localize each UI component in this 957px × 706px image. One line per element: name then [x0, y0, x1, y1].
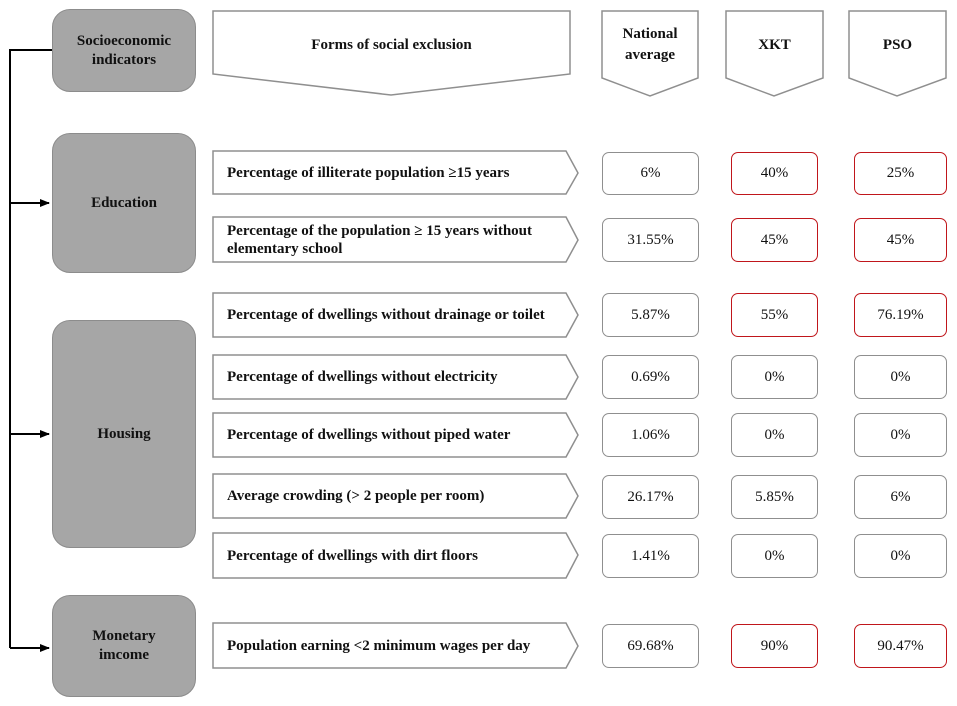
monetary-income-box: [52, 595, 196, 697]
housing-label: Housing: [97, 425, 151, 442]
forms-of-social-exclusion-header: Forms of social exclusion: [311, 36, 472, 53]
socioeconomic-indicators-label: Socioeconomic indicators: [76, 32, 172, 68]
pso-value: 90.47%: [854, 624, 947, 668]
national-average-value: 6%: [602, 152, 699, 195]
monetary-income-label: Monetary imcome: [92, 628, 156, 663]
socioeconomic-indicators-box: [52, 9, 196, 92]
row-label: Average crowding (> 2 people per room): [227, 488, 485, 504]
row-label: Percentage of dwellings with dirt floors: [227, 547, 478, 564]
pso-value: 0%: [854, 534, 947, 578]
row-label: Percentage of dwellings without piped water: [227, 427, 511, 443]
national-average-value: 26.17%: [602, 475, 699, 519]
national-average-value: 1.41%: [602, 534, 699, 578]
national-average-header: National average: [622, 26, 678, 63]
row-label: Percentage of the population ≥ 15 years without elementary school: [227, 222, 533, 257]
row-label: Population earning <2 minimum wages per day: [227, 637, 531, 654]
pso-value: 76.19%: [854, 293, 947, 337]
xkt-value: 0%: [731, 413, 818, 457]
xkt-value: 0%: [731, 534, 818, 578]
row-label: Percentage of dwellings without drainage or toilet: [227, 307, 545, 323]
national-average-value: 31.55%: [602, 218, 699, 262]
pso-value: 45%: [854, 218, 947, 262]
pso-header: PSO: [882, 36, 913, 53]
connector-vertical-line: [10, 50, 53, 648]
national-average-value: 1.06%: [602, 413, 699, 457]
xkt-value: 0%: [731, 355, 818, 399]
pso-value: 0%: [854, 413, 947, 457]
xkt-value: 90%: [731, 624, 818, 668]
national-average-value: 69.68%: [602, 624, 699, 668]
pso-value: 25%: [854, 152, 947, 195]
row-label: Percentage of illiterate population ≥15 years: [227, 164, 510, 181]
xkt-value: 45%: [731, 218, 818, 262]
education-label: Education: [91, 194, 157, 211]
row-label: Percentage of dwellings without electricity: [227, 369, 498, 385]
education-box: [52, 133, 196, 273]
xkt-value: 55%: [731, 293, 818, 337]
pso-value: 0%: [854, 355, 947, 399]
national-average-value: 5.87%: [602, 293, 699, 337]
xkt-value: 5.85%: [731, 475, 818, 519]
xkt-header: XKT: [758, 36, 791, 53]
pso-value: 6%: [854, 475, 947, 519]
housing-box: [52, 320, 196, 548]
national-average-value: 0.69%: [602, 355, 699, 399]
xkt-value: 40%: [731, 152, 818, 195]
